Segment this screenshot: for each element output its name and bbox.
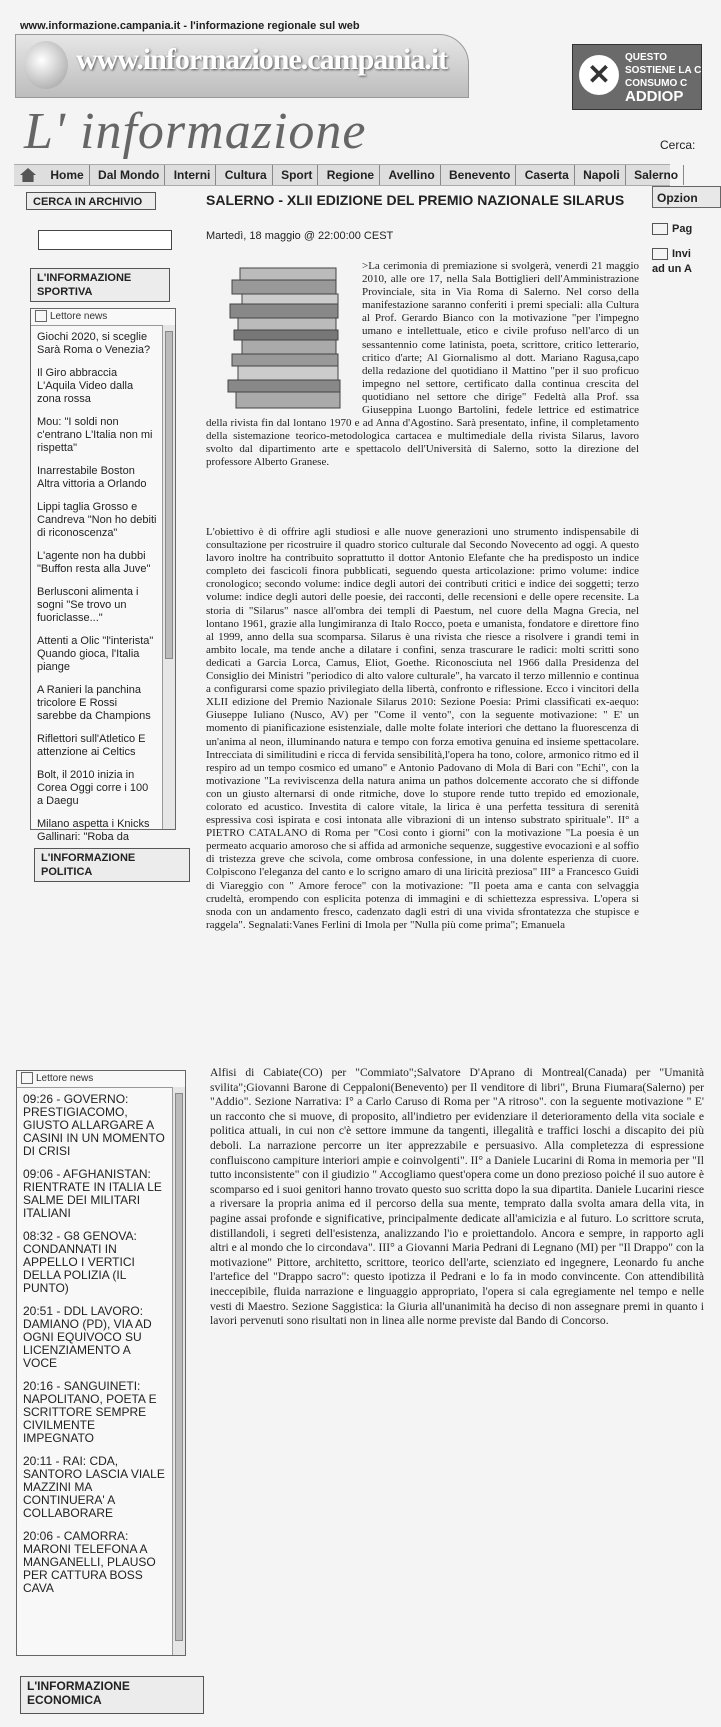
archive-search-title: CERCA IN ARCHIVIO [26,192,156,210]
reader-news-list [23,1093,167,1605]
nav-item-regione[interactable]: Regione [322,165,380,185]
archive-search-input[interactable] [38,230,172,250]
options-box-title: Opzion [652,186,721,208]
news-box-header [31,309,175,326]
news-item[interactable]: Giochi 2020, si sceglie Sarà Roma o Venezia? [37,331,151,356]
site-url: www.informazione.campania.it - l'informazione regionale sul web [20,20,360,32]
sport-news-list [37,331,157,854]
ad-line: QUESTO [625,52,668,63]
economy-section-title: L'INFORMAZIONE ECONOMICA [20,1676,204,1714]
news-item[interactable]: L'agente non ha dubbi "Buffon resta alla Juve" [37,550,151,575]
news-item[interactable]: 20:06 - CAMORRA: MARONI TELEFONA A MANGANELLI, PLAUSO PER CATTURA BOSS CAVA [23,1529,156,1595]
news-item[interactable]: 20:16 - SANGUINETI: NAPOLITANO, POETA E SCRITTORE SEMPRE CIVILMENTE IMPEGNATO [23,1379,157,1445]
ad-line: ADDIOP [625,88,684,105]
banner-text: www.informazione.campania.it [76,43,448,76]
news-item[interactable]: Mou: "I soldi non c'entrano L'Italia non mi rispetta" [37,416,153,454]
nav-item-cultura[interactable]: Cultura [220,165,273,185]
options-list [652,222,692,287]
news-box-label: Lettore news [50,311,108,322]
cross-icon: ✕ [579,55,619,95]
sport-news-box [30,308,176,843]
article-body [206,260,639,478]
site-logo: L' informazione [24,103,367,160]
news-box-label: Lettore news [36,1073,94,1084]
news-item[interactable]: 20:51 - DDL LAVORO: DAMIANO (PD), VIA AD OGNI EQUIVOCO SU LICENZIAMENTO A VOCE [23,1304,152,1370]
ad-line: SOSTIENE LA C [625,65,702,76]
news-item[interactable]: Attenti a Olic "l'interista" Quando gioca, l'Italia piange [37,635,154,673]
article-body-continued [210,1066,704,1337]
news-item[interactable]: Bolt, il 2010 inizia in Corea Oggi corre i 100 a Daegu [37,769,149,807]
nav-item-caserta[interactable]: Caserta [520,165,575,185]
campania-figure-icon [24,41,68,89]
article-body [206,526,639,940]
article-paragraph: >La cerimonia di premiazione si svolgerà, venerdì 21 maggio 2010, alle ore 17, nella Sala Bottiglieri dell'Amministrazione Provinciale, sita in Via Roma di Salerno. Nel corso della manifestazione saranno conferiti i premi speciali: alla Cultura al Prof. Gerardo Bianco con la motivazione "per l'impegno umano e intellettuale, etico e civile profuso nell'arco di un sessantennio come latinista, poeta, scrittore, critico letterario, critico d'arte; Al Giornalismo al dott. Mariano Ragusa,capo della redazione del quotidiano il Mattino "per il suo proficuo impegno nel settore, certificato dalla continua crescita del quotidiano nel settore che dirige" Fedeltà alla Prof. ssa Giuseppina Luongo Bartolini, fedele lettrice ed estimatrice della rivista fin dal lontano 1970 e ad Anna d'Agostino. Sarà presentato, infine, il completamento della sistemazione teorico-metodologica cartacea e multimediale della rivista Silarus, lavoro svolto dal dipartimento arte e spettacolo dell'Università di Salerno, sotto la direzione del professore Alberto Granese. [206,260,639,469]
news-item[interactable]: Berlusconi alimenta i sogni "Se trovo un fuoriclasse..." [37,586,139,624]
scrollbar[interactable] [172,1087,185,1655]
nav-item-napoli[interactable]: Napoli [578,165,626,185]
news-item[interactable]: 09:06 - AFGHANISTAN: RIENTRATE IN ITALIA LE SALME DEI MILITARI ITALIANI [23,1167,162,1220]
pencil-icon [21,1072,33,1084]
news-item[interactable]: Riflettori sull'Atletico E attenzione ai Celtics [37,733,146,758]
sport-section-title: L'INFORMAZIONE SPORTIVA [30,268,170,302]
main-nav [14,164,679,186]
print-page-link[interactable] [652,222,692,237]
nav-item-dal-mondo[interactable]: Dal Mondo [93,165,165,185]
nav-item-sport[interactable]: Sport [276,165,318,185]
nav-item-home[interactable]: Home [45,165,89,185]
print-icon [652,223,668,235]
mail-icon [652,248,668,260]
politics-section-title: L'INFORMAZIONE POLITICA [34,848,190,882]
scrollbar-thumb[interactable] [175,1093,183,1641]
news-item[interactable]: 09:26 - GOVERNO: PRESTIGIACOMO, GIUSTO ALLARGARE A CASINI IN UN MOMENTO DI CRISI [23,1092,165,1158]
site-banner[interactable] [15,34,469,98]
news-item[interactable]: Milano aspetta i Knicks Gallinari: "Roba da [37,818,150,843]
nav-item-salerno[interactable]: Salerno [629,165,684,185]
nav-item-benevento[interactable]: Benevento [444,165,516,185]
reader-news-box [16,1070,186,1656]
ad-banner[interactable] [572,44,702,110]
nav-item-interni[interactable]: Interni [169,165,217,185]
news-item[interactable]: Lippi taglia Grosso e Candreva "Non ho debiti di riconoscenza" [37,501,157,539]
news-item[interactable]: Il Giro abbraccia L'Aquila Video dalla zona rossa [37,367,134,405]
home-icon[interactable] [20,168,36,182]
send-friend-link[interactable] [652,247,692,277]
ad-text [625,51,701,103]
search-label: Cerca: [660,138,696,152]
article-title: SALERNO - XLII EDIZIONE DEL PREMIO NAZIONALE SILARUS [206,192,625,208]
image-spacer [206,260,362,412]
pencil-icon [35,310,47,322]
article-paragraph: Alfisi di Cabiate(CO) per "Commiato";Salvatore D'Aprano di Montreal(Canada) per "Umanità svilita";Giovanni Barone di Ceppaloni(Benevento) per Il venditore di libri", Bruna Fiumara(Salerno) per "Addio". Sezione Narrativa: I° a Carlo Caruso di Roma per "A ritroso". con la seguente motivazione " E' un racconto che si muove, di proposito, all'indietro per evidenziare il deterioramento della vita sociale e politica attuali, in cui non c'è settore immune da tangenti, illegalità e traffici loschi a discapito dei più deboli. La narrazione percorre un iter apprezzabile e persuasivo. Alla completezza di espressione confluiscono campiture interiori ampie e coinvolgenti". II° a Daniele Lucarini di Roma in memoria per "Il tutto inconsistente" con il giudizio " Accogliamo quest'opera come un dono prezioso poiché il suo autore è scomparso ed i suoi genitori hanno trovato questo suo scritta dopo la sua dipartita. Daniele Lucarini riesce a riversare la propria anima ed il percorso della sua mente, temprato dalla svolta amara della vita, in pagine assai profonde e significative, principalmente dedicate all'amicizia e al futuro. Lo scrittore scruta, distillandoli, i segreti dell'esistenza, analizzando l'io e proiettandolo. Ancora e sempre, in rapporto agli altri e al mondo che lo circondava". III° a Giovanni Maria Pedrani di Legnano (MI) per "Il Drappo" con la motivazione" Pittore, architetto, scrittore, teorico dell'arte, scienziato ed ingegnere, Leonardo fu anche l'artefice del "Drappo sacro": questo ipotizza il Pedrani e lo fa in modo convincente. Con attendibilità ineccepibile, fluida narrazione e linguaggio appropriato, l'opera si cala egregiamente nel tempo e nelle vesti di Maestro. Sezione Saggistica: la Giuria all'unanimità ha deciso di non assegnare premi in quanto i lavori pervenuti sono risultati non in linea alle norme previste dal Bando di Concorso. [210,1066,704,1328]
options-item: ad un A [652,263,692,275]
scrollbar[interactable] [162,325,175,829]
news-item[interactable]: Inarrestabile Boston Altra vittoria a Orlando [37,465,147,490]
news-box-header [17,1071,185,1088]
news-item[interactable]: A Ranieri la panchina tricolore E Rossi sarebbe da Champions [37,684,151,722]
news-item[interactable]: 08:32 - G8 GENOVA: CONDANNATI IN APPELLO I VERTICI DELLA POLIZIA (IL PUNTO) [23,1229,137,1295]
ad-line: CONSUMO C [625,78,688,89]
options-item: Pag [672,223,693,235]
scrollbar-thumb[interactable] [165,331,173,659]
article-date: Martedì, 18 maggio @ 22:00:00 CEST [206,230,394,242]
news-item[interactable]: 20:11 - RAI: CDA, SANTORO LASCIA VIALE MAZZINI MA CONTINUERA' A COLLABORARE [23,1454,165,1520]
options-item: Invi [672,248,691,260]
article-paragraph: L'obiettivo è di offrire agli studiosi e alle nuove generazioni uno strumento indispensabile di consultazione per ricostruire il quadro storico culturale dal Secondo Novecento ad oggi. A questo lavoro inoltre ha contribuito soprattutto il dottor Antonio Elefante che ha predisposto un indice completo dei fascicoli finora pubblicati, seguendo questa articolazione: primo volume: indice cronologico; secondo volume: indice degli autori dei contributi critici e indice dei soggetti; terzo volume: indice degli autori delle poesie, dei racconti, delle recensioni e delle opere recensite. La storia di "Silarus" nasce all'ombra dei templi di Paestum, nel cuore della Magna Grecia, nel lontano 1961, grazie alla lungimiranza di Italo Rocco, poeta e umanista, fondatore e direttore fino al 1999, anno della sua scomparsa. Silarus è una rivista che riesce a risolvere i grandi temi in ambito locale, ma tende anche a dilatare i confini, senza trascurare le radici: molti scritti sono dedicati a Garcia Lorca, Camus, Eliot, Goethe. Riconosciuta nel 1966 dalla Presidenza del Consiglio dei Ministri "periodico di alto valore culturale", ha varcato il terzo millennio e continua a configurarsi come spazio privilegiato della libertà, confronto e riflessione. Ecco i vincitori della XLII edizione del Premio Nazionale Silarus 2010: Sezione Poesia: Primi classificati ex-aequo: Giuseppe Iuliano (Nusco, AV) per "Come il vento", con la seguente motivazione: " E' un momento di pianificazione esistenziale, dalle molte folate interiori che dettano la fluorescenza di un'anima al neon, illuminando natura e tempo con forza emotiva genuina ed insieme spettacolare. Intrecciata di similitudini e ricca di fervida sensibilità,l'opera ha tono, colore, armonico ritmo ed il respiro ad un tempo cosmico ed umano" e Antonio Padovano di Mola di Bari con "Echi", con la motivazione "La reviviscenza della natura anima un pathos dolcemente accorato che si diffonde con un giusto alternarsi di onde ritmiche, dove lo stupore rende tutto trepido ed emozionale, colorato ed acustico. Investita di calore vitale, la lirica è una perfetta tessitura di serenità espressiva così ispirata e così intonata alle vibrazioni di un intenso substrato spirituale". II° a PIETRO CATALANO di Roma per "Così conto i giorni" con la motivazione "La poesia è un permeato acquario amoroso che si affida ad armoniche sequenze, suggestive evocazioni e al soffio di tristezza greve che scivola, come ombrosa confessione, in una dolente esperienza di cuore. Colpiscono l'eleganza del canto e lo scrigno amaro di una liricità preziosa" III° a Francesco Guidi di Viareggio con " Amore feroce" con la motivazione: "Il poeta ama e canta con selvaggia crudeltà, erompendo con esplicita potenza di immagini e di schiettezza espressiva. L'opera si snoda con un andamento fresco, cadenzato dagli estri di una vivida sfrontatezza che stupisce e raggela". Segnalati:Vanes Ferlini di Imola per "Nulla più come prima"; Emanuela [206,526,639,931]
nav-item-avellino[interactable]: Avellino [383,165,440,185]
